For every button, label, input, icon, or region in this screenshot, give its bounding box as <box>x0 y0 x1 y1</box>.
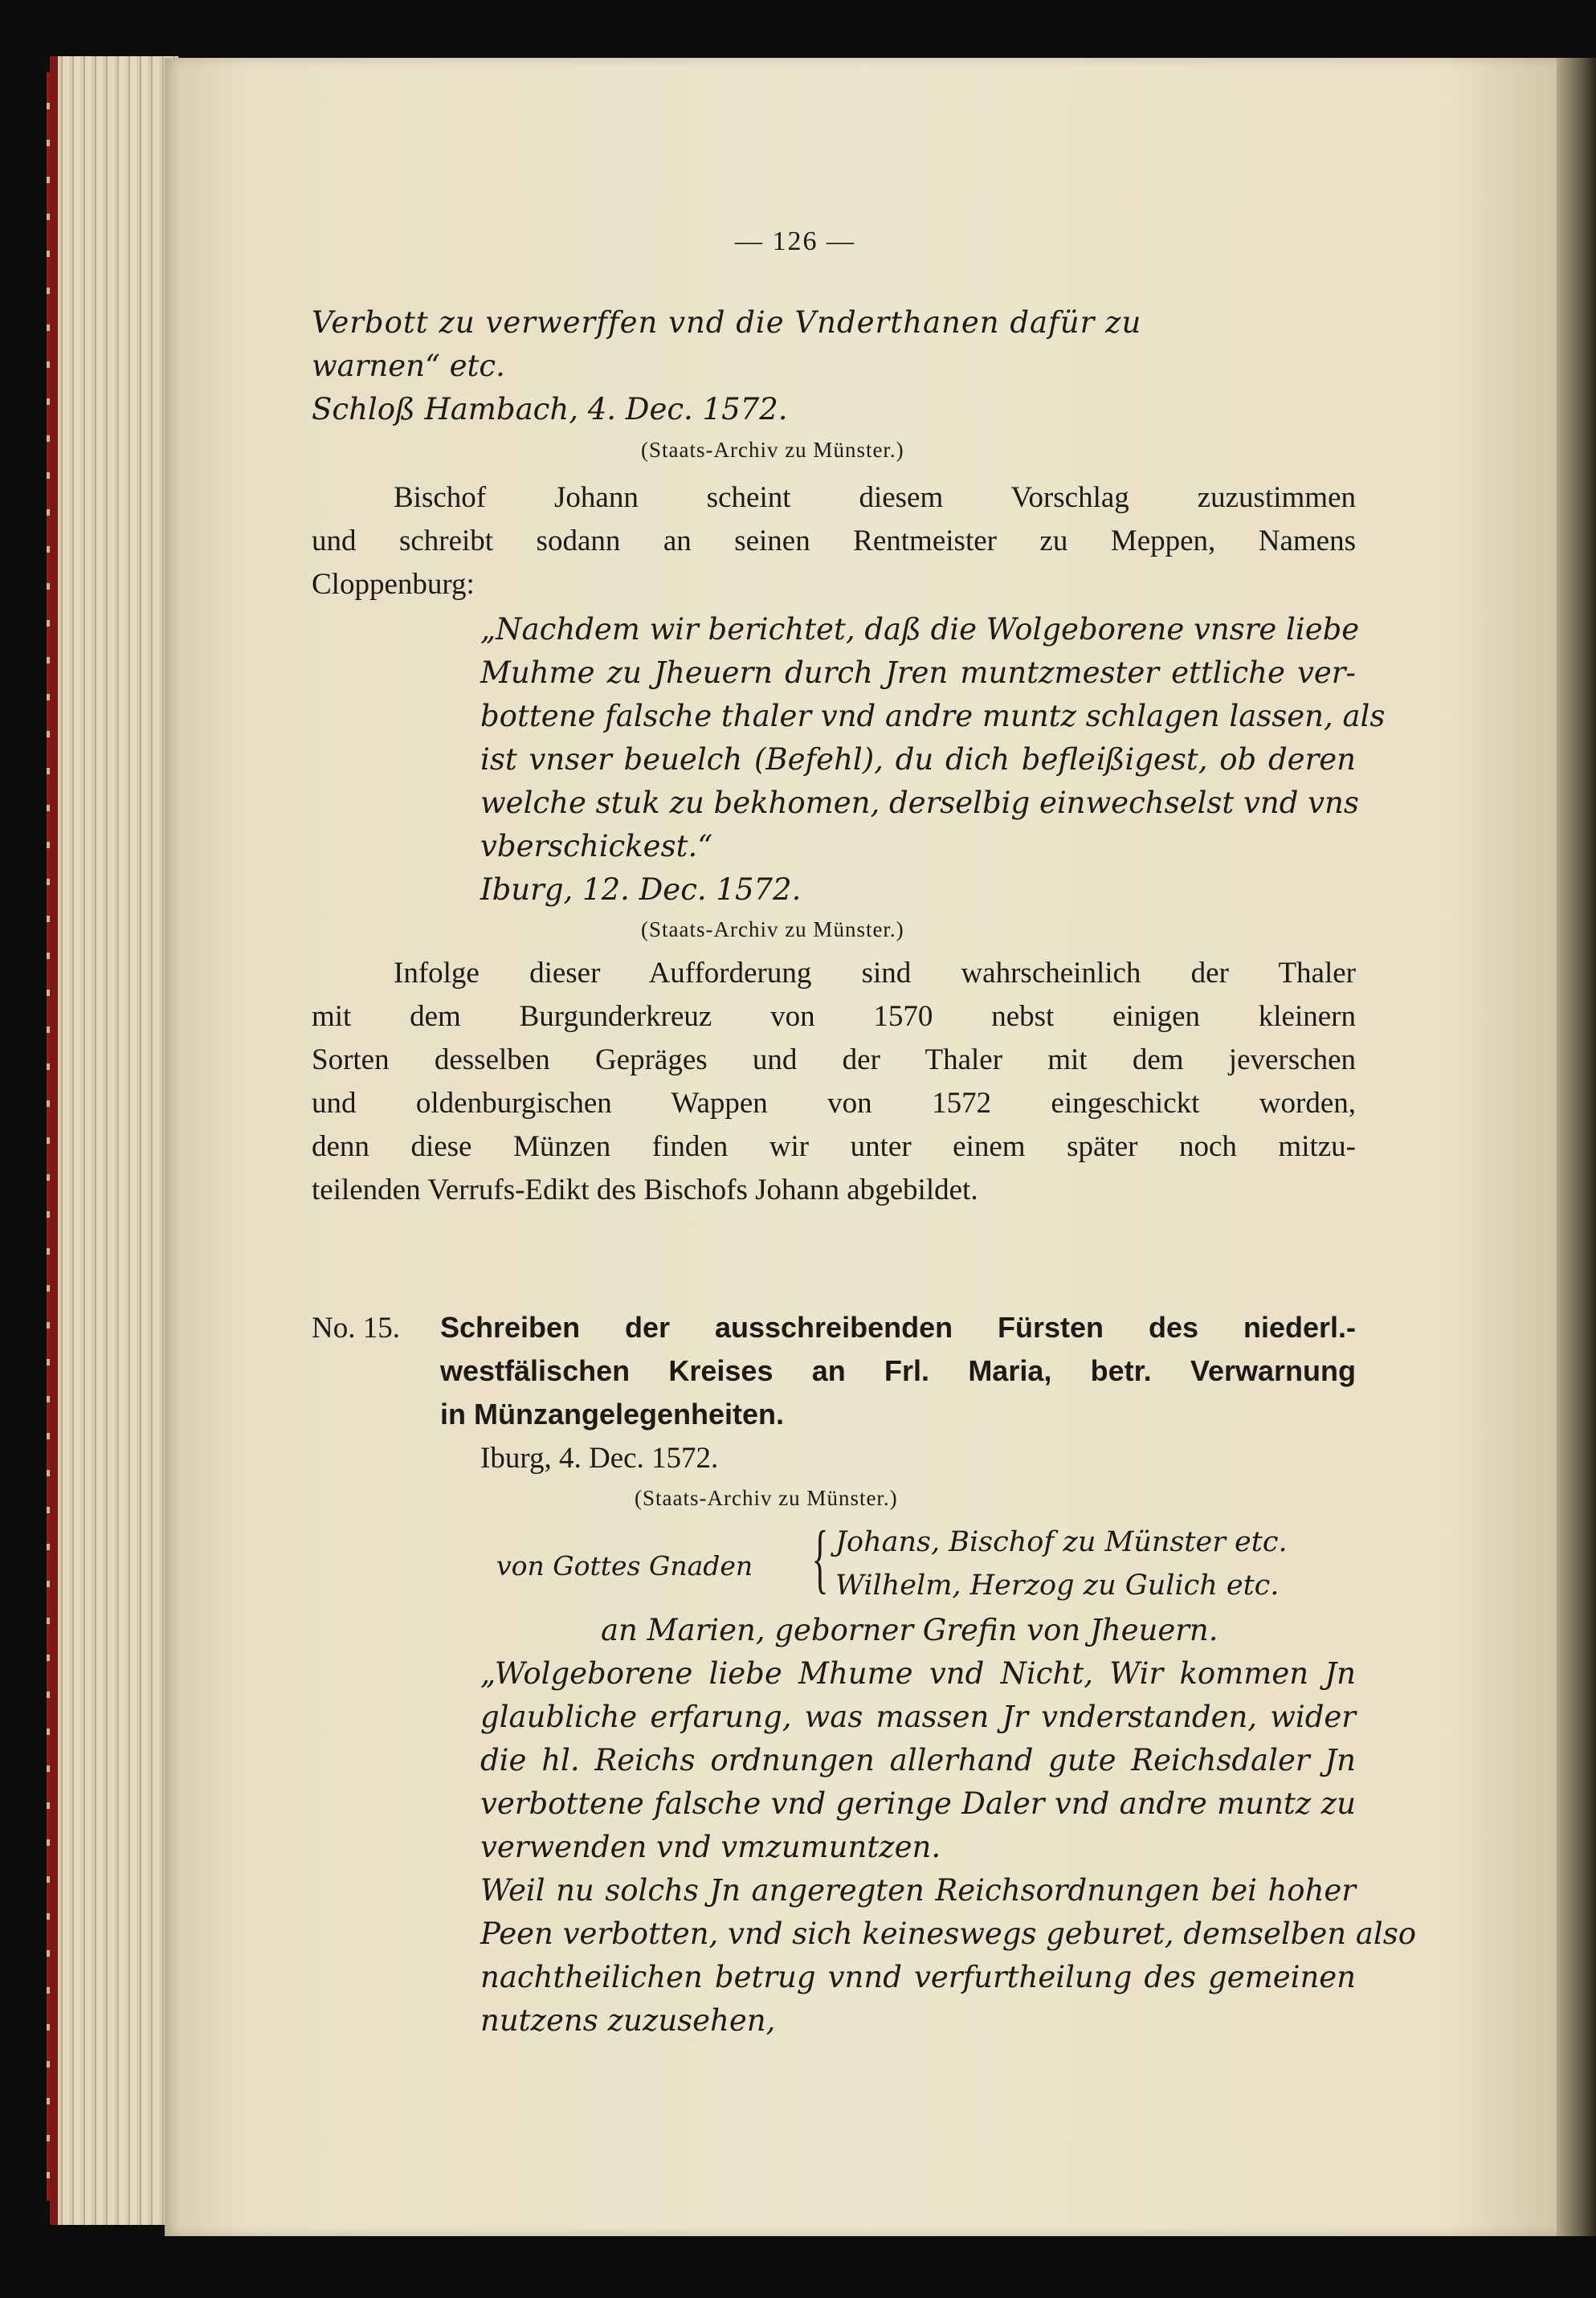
salutation-right: Johans, Bischof zu Münster etc. <box>835 1526 1288 1558</box>
archive-source: (Staats-Archiv zu Münster.) <box>641 438 904 462</box>
letter-line: nutzens zuzusehen, <box>480 2003 776 2038</box>
quote-line: ist vnser beuelch (Befehl), du dich beflei̇ßigest, ob deren <box>480 742 1356 777</box>
place-date: Iburg, 4. Dec. 1572. <box>480 1442 719 1475</box>
quote-line: warnen“ etc. <box>312 349 505 383</box>
quote-line: welche stuk zu bekhomen, derselbig einwechselst vnd vns <box>480 786 1359 820</box>
quote-line: vberschickest.“ <box>480 829 713 863</box>
body-line: Cloppenburg: <box>312 568 475 601</box>
letter-line: glaubliche erfarung, was massen Jr vnderstanden, wider <box>480 1700 1356 1734</box>
quote-line: „Nachdem wir berichtet, daß die Wolgeborene vnsre liebe <box>480 612 1360 647</box>
page-stack-edge <box>50 56 178 2225</box>
letter-line: „Wolgeborene liebe Mhume vnd Nicht, Wir kommen Jn <box>480 1656 1356 1691</box>
quote-line <box>312 305 1356 340</box>
body-line: denn diese Münzen finden wir unter einem später noch mitzu- <box>312 1130 1356 1163</box>
salutation-right: Wilhelm, Herzog zu Gulich etc. <box>835 1569 1280 1602</box>
body-line: teilenden Verrufs-Edikt des Bischofs Johann abgebildet. <box>312 1173 978 1206</box>
letter-line: die hl. Reichs ordnungen allerhand gute Reichsdaler Jn <box>480 1743 1356 1778</box>
archive-source: (Staats-Archiv zu Münster.) <box>641 917 904 941</box>
body-line: Sorten desselben Gepräges und der Thaler mit dem jeverschen <box>312 1043 1356 1076</box>
document-number: No. 15. <box>312 1312 400 1345</box>
document-title-line: in Münzangelegenheiten. <box>440 1398 785 1431</box>
addressee: an Marien, geborner Grefin von Jheuern. <box>601 1613 1218 1647</box>
body-line: und oldenburgischen Wappen von 1572 eingeschickt worden, <box>312 1087 1356 1120</box>
salutation-left: von Gottes Gnaden <box>496 1550 753 1582</box>
brace-icon: { <box>811 1515 829 1601</box>
place-date: Iburg, 12. Dec. 1572. <box>480 872 802 907</box>
letter-line: Peen verbotten, vnd sich keineswegs geburet, demselben also <box>480 1916 1417 1951</box>
letter-line: verbottene falsche vnd geringe Daler vnd andre muntz zu <box>480 1786 1356 1821</box>
body-line: Infolge dieser Aufforderung sind wahrscheinlich der Thaler <box>394 957 1356 990</box>
quote-line: bottene falsche thaler vnd andre muntz schlagen lassen, als <box>480 699 1386 733</box>
document-title-line: westfälischen Kreises an Frl. Maria, betr. Verwarnung <box>440 1354 1356 1387</box>
place-date: Schloß Hambach, 4. Dec. 1572. <box>312 392 788 427</box>
body-line: und schreibt sodann an seinen Rentmeister zu Meppen, Namens <box>312 524 1356 557</box>
quote-line: Muhme zu Jheuern durch Jren muntzmester ettliche ver- <box>480 655 1356 690</box>
body-line: Bischof Johann scheint diesem Vorschlag zuzustimmen <box>394 481 1356 514</box>
archive-source: (Staats-Archiv zu Münster.) <box>635 1486 898 1510</box>
page-number: — 126 — <box>735 227 855 256</box>
body-line: mit dem Burgunderkreuz von 1570 nebst einigen kleinern <box>312 1000 1356 1033</box>
letter-line: verwenden vnd vmzumuntzen. <box>480 1830 941 1864</box>
quote-text: Verbott zu verwerffen vnd die Vnderthanen dafür zu <box>312 305 1142 340</box>
gutter-shadow <box>1557 58 1596 2236</box>
letter-line: Weil nu solchs Jn angeregten Reichsordnungen bei hoher <box>480 1873 1356 1908</box>
document-title-line: Schreiben der ausschreibenden Fürsten des niederl.- <box>440 1311 1356 1344</box>
letter-line: nachtheilichen betrug vnnd verfurtheilung des gemeinen <box>480 1960 1356 1994</box>
